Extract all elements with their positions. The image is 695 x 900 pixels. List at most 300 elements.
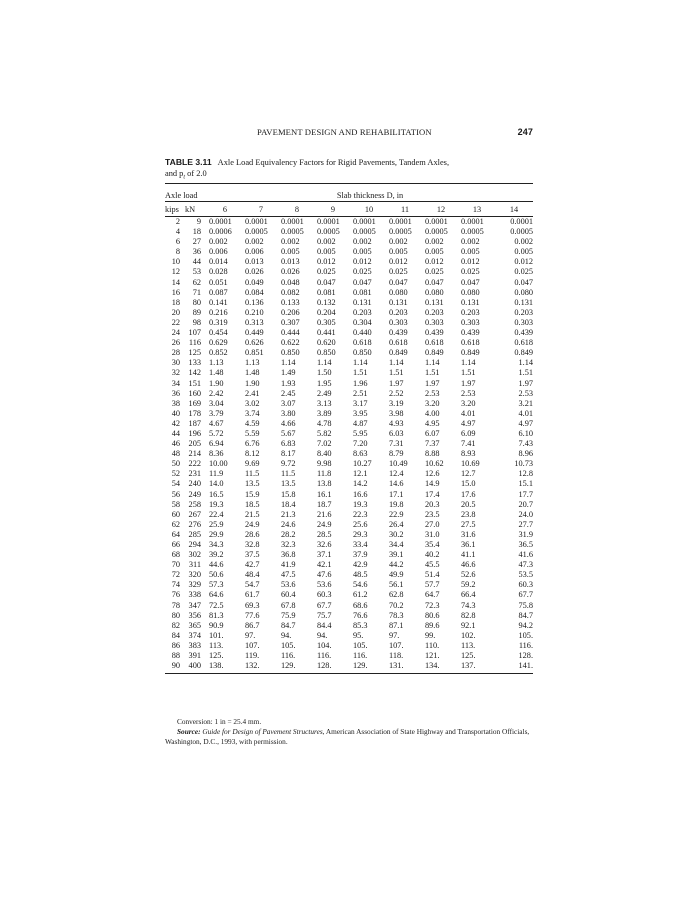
factor-cell: 75.8 (518, 600, 534, 610)
factor-cell: 113. (461, 640, 476, 650)
factor-cell: 0.0001 (353, 217, 376, 226)
kips-cell: 40 (171, 408, 180, 418)
factor-cell: 0.012 (389, 257, 408, 267)
factor-cell: 70.2 (389, 600, 404, 610)
table-row (165, 409, 533, 419)
factor-cell: 0.303 (461, 317, 480, 327)
factor-cell: 104. (317, 640, 332, 650)
factor-cell: 0.0006 (209, 227, 232, 237)
factor-cell: 11.5 (281, 469, 296, 479)
factor-cell: 75.9 (281, 610, 296, 620)
kn-cell: 116 (188, 338, 201, 348)
kips-cell: 48 (171, 449, 180, 459)
factor-cell: 1.97 (389, 378, 404, 388)
factor-cell: 7.41 (461, 439, 476, 449)
factor-cell: 0.618 (461, 338, 480, 348)
factor-cell: 72.3 (425, 600, 440, 610)
factor-cell: 89.6 (425, 620, 440, 630)
factor-cell: 0.850 (317, 348, 336, 358)
table-row (165, 298, 533, 308)
factor-cell: 0.626 (245, 338, 264, 348)
kips-cell: 20 (171, 307, 180, 317)
factor-cell: 86.7 (245, 620, 260, 630)
table-row (165, 550, 533, 560)
factor-cell: 81.3 (209, 610, 224, 620)
kn-cell: 36 (192, 247, 201, 257)
factor-cell: 0.006 (245, 247, 264, 257)
factor-cell: 28.5 (317, 529, 332, 539)
factor-cell: 24.0 (518, 509, 534, 519)
factor-cell: 16.6 (353, 489, 368, 499)
factor-cell: 51.4 (425, 570, 440, 580)
table-row (165, 288, 533, 298)
kn-cell: 258 (188, 499, 201, 509)
factor-cell: 3.20 (425, 398, 440, 408)
factor-cell: 0.203 (461, 307, 480, 317)
kn-cell: 302 (188, 550, 201, 560)
factor-cell: 13.5 (245, 479, 260, 489)
factor-cell: 119. (245, 651, 260, 661)
factor-cell: 53.5 (518, 570, 534, 580)
factor-cell: 37.1 (317, 550, 332, 560)
source-note (165, 727, 537, 747)
factor-cell: 105. (281, 640, 296, 650)
factor-cell: 4.01 (461, 408, 476, 418)
factor-cell: 4.66 (281, 418, 296, 428)
kips-cell: 52 (171, 469, 180, 479)
factor-cell: 0.439 (514, 328, 534, 338)
factor-cell: 0.319 (209, 317, 228, 327)
factor-cell: 0.081 (317, 287, 336, 297)
factor-cell: 0.005 (425, 247, 444, 257)
factor-cell: 0.002 (353, 237, 372, 247)
factor-cell: 44.6 (209, 560, 224, 570)
factor-cell: 1.96 (353, 378, 368, 388)
kips-cell: 22 (171, 317, 180, 327)
factor-cell: 10.69 (461, 459, 480, 469)
factor-cell: 0.049 (245, 277, 264, 287)
factor-cell: 0.002 (209, 237, 228, 247)
factor-cell: 17.6 (461, 489, 476, 499)
factor-cell: 31.6 (461, 529, 476, 539)
factor-cell: 0.0001 (209, 217, 232, 226)
factor-cell: 61.2 (353, 590, 368, 600)
factor-cell: 1.14 (281, 358, 296, 368)
factor-cell: 0.005 (317, 247, 336, 257)
factor-cell: 0.047 (461, 277, 480, 287)
factor-cell: 0.132 (317, 297, 336, 307)
factor-cell: 1.50 (317, 368, 332, 378)
factor-cell: 125. (461, 651, 476, 661)
kn-cell: 240 (188, 479, 201, 489)
kips-cell: 86 (171, 640, 180, 650)
kn-cell: 80 (192, 297, 201, 307)
table-row (165, 358, 533, 368)
thickness-header: 9 (315, 202, 351, 217)
source-label: Source: (177, 727, 201, 737)
factor-cell: 0.0001 (317, 217, 340, 226)
factor-cell: 4.87 (353, 418, 368, 428)
factor-cell: 0.441 (317, 328, 336, 338)
kn-cell: 205 (188, 439, 201, 449)
factor-cell: 5.82 (317, 428, 332, 438)
factor-cell: 4.97 (518, 418, 534, 428)
factor-cell: 66.4 (461, 590, 476, 600)
kips-cell: 78 (171, 600, 180, 610)
factor-cell: 8.36 (209, 449, 224, 459)
factor-cell: 4.01 (518, 408, 534, 418)
kn-cell: 249 (188, 489, 201, 499)
factor-cell: 0.305 (317, 317, 336, 327)
factor-cell: 4.97 (461, 418, 476, 428)
factor-cell: 29.3 (353, 529, 368, 539)
factor-cell: 0.203 (425, 307, 444, 317)
factor-cell: 14.0 (209, 479, 224, 489)
running-title: PAVEMENT DESIGN AND REHABILITATION (257, 127, 432, 137)
kips-cell: 58 (171, 499, 180, 509)
kn-cell: 151 (188, 378, 201, 388)
factor-cell: 76.6 (353, 610, 368, 620)
kips-cell: 88 (171, 651, 180, 661)
factor-cell: 2.53 (518, 388, 534, 398)
kips-header: kips (165, 202, 183, 217)
factor-cell: 0.0005 (425, 227, 448, 237)
factor-cell: 24.9 (317, 519, 332, 529)
factor-cell: 42.1 (317, 560, 332, 570)
factor-cell: 22.3 (353, 509, 368, 519)
factor-cell: 0.012 (353, 257, 372, 267)
factor-cell: 0.002 (245, 237, 264, 247)
factor-cell: 44.2 (389, 560, 404, 570)
factor-cell: 0.026 (281, 267, 300, 277)
factor-cell: 0.618 (514, 338, 534, 348)
factor-cell: 1.14 (353, 358, 368, 368)
factor-cell: 27.7 (518, 519, 534, 529)
factor-cell: 0.080 (514, 287, 534, 297)
factor-cell: 0.304 (353, 317, 372, 327)
factor-cell: 107. (389, 640, 404, 650)
factor-cell: 85.3 (353, 620, 368, 630)
factor-cell: 16.5 (209, 489, 224, 499)
factor-cell: 92.1 (461, 620, 476, 630)
factor-cell: 21.5 (245, 509, 260, 519)
header-row-2 (165, 202, 533, 217)
factor-cell: 36.8 (281, 550, 296, 560)
factor-cell: 3.95 (353, 408, 368, 418)
factor-cell: 0.629 (209, 338, 228, 348)
factor-cell: 110. (425, 640, 440, 650)
factor-cell: 128. (315, 661, 351, 674)
kn-cell: 267 (188, 509, 201, 519)
kn-cell: 178 (188, 408, 201, 418)
factor-cell: 0.025 (389, 267, 408, 277)
factor-cell: 0.080 (389, 287, 408, 297)
kips-cell: 44 (171, 428, 180, 438)
factor-cell: 0.303 (514, 317, 534, 327)
factor-cell: 68.6 (353, 600, 368, 610)
page-number: 247 (517, 127, 533, 137)
factor-cell: 9.98 (317, 459, 332, 469)
factor-cell: 10.73 (514, 459, 534, 469)
factor-cell: 1.48 (245, 368, 260, 378)
table-row (165, 601, 533, 611)
factor-cell: 0.303 (425, 317, 444, 327)
kips-cell: 62 (171, 519, 180, 529)
thickness-header: 8 (279, 202, 315, 217)
kips-cell: 28 (171, 348, 180, 358)
kips-cell: 32 (171, 368, 180, 378)
factor-cell: 0.012 (514, 257, 534, 267)
kips-cell: 66 (171, 540, 180, 549)
factor-cell: 6.07 (425, 428, 440, 438)
factor-cell: 15.9 (245, 489, 260, 499)
factor-cell: 95. (353, 630, 364, 640)
thickness-header: 11 (387, 202, 423, 217)
kips-cell: 90 (165, 661, 183, 674)
factor-cell: 62.8 (389, 590, 404, 600)
factor-cell: 1.14 (425, 358, 440, 368)
running-head (165, 127, 533, 139)
factor-cell: 25.6 (353, 519, 368, 529)
footnotes (165, 717, 537, 748)
table-row (165, 419, 533, 429)
factor-cell: 2.53 (425, 388, 440, 398)
factor-cell: 3.89 (317, 408, 332, 418)
factor-cell: 1.51 (353, 368, 368, 378)
factor-cell: 4.00 (425, 408, 440, 418)
factor-cell: 13.8 (317, 479, 332, 489)
factor-cell: 32.8 (245, 540, 260, 549)
factor-cell: 78.3 (389, 610, 404, 620)
factor-cell: 94. (317, 630, 328, 640)
factor-cell: 0.082 (281, 287, 300, 297)
factor-cell: 17.4 (425, 489, 440, 499)
factor-cell: 0.006 (209, 247, 228, 257)
kips-cell: 34 (171, 378, 180, 388)
factor-cell: 0.081 (353, 287, 372, 297)
table-row (165, 469, 533, 479)
factor-cell: 3.13 (317, 398, 332, 408)
kips-cell: 50 (171, 459, 180, 469)
factor-cell: 7.20 (353, 439, 368, 449)
factor-cell: 0.0001 (281, 217, 304, 226)
kn-cell: 44 (192, 257, 201, 267)
factor-cell: 1.51 (461, 368, 476, 378)
factor-cell: 8.88 (425, 449, 440, 459)
table-row (165, 580, 533, 590)
kips-cell: 30 (171, 358, 180, 368)
thickness-header: 6 (207, 202, 243, 217)
factor-cell: 0.005 (389, 247, 408, 257)
factor-cell: 1.14 (518, 358, 534, 368)
factor-cell: 1.97 (425, 378, 440, 388)
factor-cell: 31.0 (425, 529, 440, 539)
factor-cell: 27.5 (461, 519, 476, 529)
table-row (165, 429, 533, 439)
kips-cell: 72 (171, 570, 180, 580)
table-row (165, 459, 533, 469)
kn-cell: 187 (188, 418, 201, 428)
table-row (165, 449, 533, 459)
factor-cell: 53.6 (281, 580, 296, 590)
factor-cell: 15.1 (518, 479, 534, 489)
factor-cell: 4.93 (389, 418, 404, 428)
factor-cell: 101. (209, 630, 224, 640)
kn-cell: 89 (192, 307, 201, 317)
factor-cell: 0.449 (245, 328, 264, 338)
factor-cell: 40.2 (425, 550, 440, 560)
factor-cell: 4.67 (209, 418, 224, 428)
factor-cell: 6.09 (461, 428, 476, 438)
factor-cell: 0.013 (281, 257, 300, 267)
factor-cell: 19.3 (353, 499, 368, 509)
factor-cell: 0.0001 (510, 217, 534, 226)
kn-cell: 214 (188, 449, 201, 459)
factor-cell: 0.307 (281, 317, 300, 327)
factor-cell: 3.02 (245, 398, 260, 408)
table-row (165, 490, 533, 500)
factor-cell: 4.59 (245, 418, 260, 428)
kn-cell: 356 (188, 610, 201, 620)
factor-cell: 0.440 (353, 328, 372, 338)
factor-cell: 2.45 (281, 388, 296, 398)
factor-cell: 0.080 (425, 287, 444, 297)
table-row (165, 479, 533, 489)
factor-cell: 0.439 (425, 328, 444, 338)
caption-text-line2-suffix: of 2.0 (185, 169, 207, 178)
factor-cell: 36.5 (518, 540, 534, 549)
table-row (165, 267, 533, 277)
factor-cell: 72.5 (209, 600, 224, 610)
factor-cell: 94. (281, 630, 292, 640)
factor-cell: 0.025 (353, 267, 372, 277)
factor-cell: 116. (353, 651, 368, 661)
factor-cell: 47.6 (317, 570, 332, 580)
factor-cell: 97. (245, 630, 256, 640)
kips-cell: 56 (171, 489, 180, 499)
table-row (165, 631, 533, 641)
table-row (165, 560, 533, 570)
factor-cell: 137. (459, 661, 495, 674)
table-row (165, 520, 533, 530)
factor-cell: 1.97 (518, 378, 534, 388)
kips-cell: 24 (171, 328, 180, 338)
factor-cell: 0.454 (209, 328, 228, 338)
factor-cell: 9.72 (281, 459, 296, 469)
kips-cell: 42 (171, 418, 180, 428)
factor-cell: 46.6 (461, 560, 476, 570)
factor-cell: 1.14 (461, 358, 476, 368)
factor-cell: 14.2 (353, 479, 368, 489)
kn-cell: 400 (183, 661, 207, 674)
factor-cell: 14.9 (425, 479, 440, 489)
factor-cell: 1.95 (317, 378, 332, 388)
factor-cell: 29.9 (209, 529, 224, 539)
factor-cell: 20.3 (425, 499, 440, 509)
factor-cell: 10.49 (389, 459, 408, 469)
factor-cell: 2.51 (353, 388, 368, 398)
kips-cell: 80 (171, 610, 180, 620)
kn-cell: 27 (192, 237, 201, 247)
factor-cell: 11.8 (317, 469, 332, 479)
factor-cell: 3.17 (353, 398, 368, 408)
factor-cell: 0.444 (281, 328, 300, 338)
kips-cell: 8 (175, 247, 180, 257)
factor-cell: 0.0005 (353, 227, 376, 237)
factor-cell: 0.216 (209, 307, 228, 317)
factor-cell: 0.131 (353, 297, 372, 307)
factor-cell: 138. (207, 661, 243, 674)
factor-cell: 90.9 (209, 620, 224, 630)
kips-cell: 82 (171, 620, 180, 630)
factor-cell: 94.2 (518, 620, 534, 630)
factor-cell: 39.1 (389, 550, 404, 560)
factor-cell: 8.40 (317, 449, 332, 459)
factor-cell: 11.5 (245, 469, 260, 479)
factor-cell: 125. (209, 651, 224, 661)
factor-cell: 3.07 (281, 398, 296, 408)
factor-cell: 54.6 (353, 580, 368, 590)
factor-cell: 116. (317, 651, 332, 661)
factor-cell: 132. (243, 661, 279, 674)
table-row (165, 590, 533, 600)
factor-cell: 5.95 (353, 428, 368, 438)
factor-cell: 25.9 (209, 519, 224, 529)
factor-cell: 47.3 (518, 560, 534, 570)
factor-cell: 2.42 (209, 388, 224, 398)
factor-cell: 50.6 (209, 570, 224, 580)
factor-cell: 39.2 (209, 550, 224, 560)
kips-cell: 54 (171, 479, 180, 489)
factor-cell: 0.439 (389, 328, 408, 338)
factor-cell: 11.9 (209, 469, 224, 479)
factor-cell: 3.20 (461, 398, 476, 408)
factor-cell: 41.9 (281, 560, 296, 570)
factor-cell: 4.95 (425, 418, 440, 428)
factor-cell: 10.62 (425, 459, 444, 469)
factor-cell: 1.90 (209, 378, 224, 388)
factor-cell: 5.72 (209, 428, 224, 438)
factor-cell: 60.4 (281, 590, 296, 600)
factor-cell: 6.03 (389, 428, 404, 438)
kips-cell: 10 (171, 257, 180, 267)
factor-cell: 34.3 (209, 540, 224, 549)
factor-cell: 17.7 (518, 489, 534, 499)
factor-cell: 7.37 (425, 439, 440, 449)
factor-cell: 0.136 (245, 297, 264, 307)
factor-cell: 14.6 (389, 479, 404, 489)
source-rest: American Association of State Highway and Transportation Officials, Washington, D.C., 1993, with permission. (165, 727, 530, 747)
factor-cell: 12.4 (389, 469, 404, 479)
factor-cell: 84.7 (518, 610, 534, 620)
kn-cell: 276 (188, 519, 201, 529)
factor-cell: 57.7 (425, 580, 440, 590)
thickness-header: 12 (423, 202, 459, 217)
factor-cell: 24.9 (245, 519, 260, 529)
factor-cell: 0.005 (461, 247, 480, 257)
kips-cell: 16 (171, 287, 180, 297)
kips-cell: 60 (171, 509, 180, 519)
factor-cell: 0.203 (389, 307, 408, 317)
factor-cell: 41.6 (518, 550, 534, 560)
table-body (165, 217, 533, 674)
factor-cell: 42.9 (353, 560, 368, 570)
factor-cell: 0.850 (353, 348, 372, 358)
factor-cell: 23.8 (461, 509, 476, 519)
table-row (165, 621, 533, 631)
factor-cell: 0.014 (209, 257, 228, 267)
factor-cell: 3.19 (389, 398, 404, 408)
